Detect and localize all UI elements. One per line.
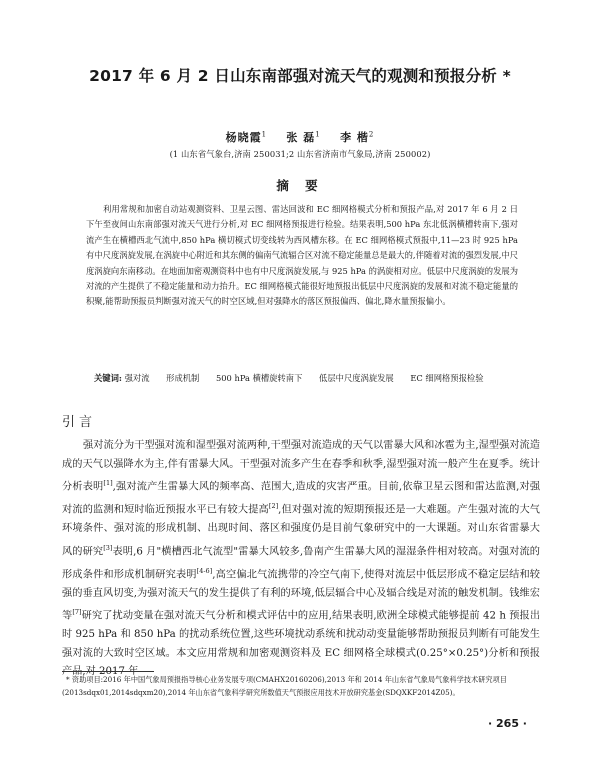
author-mark: 1 [315, 130, 321, 139]
intro-text: 表明,6 月"横槽西北气流型"雷暴大风较多,鲁南产生雷暴大风的湿湿条件相对较高。对强对流的形成条件和形成机制研究表明 [62, 546, 540, 581]
keyword: EC 细网格预报检验 [410, 373, 484, 383]
citation-ref: [1] [103, 479, 113, 488]
paper-title: 2017 年 6 月 2 日山东南部强对流天气的观测和预报分析 * [89, 67, 511, 85]
introduction-paragraph [62, 437, 540, 682]
intro-text: 强对流分为干型强对流和湿型强对流两种,干型强对流造成的天气以雷暴大风和冰雹为主,湿型强对流造成的天气以强降水为主,伴有雷暴大风。干型强对流多产生在春季和秋季,湿型强对流一般产生在夏季。统计分析表明 [62, 440, 540, 493]
author-line [0, 129, 600, 145]
author-name: 李 楷 [340, 131, 369, 144]
citation-ref: [7] [72, 608, 82, 617]
keywords [86, 371, 518, 386]
citation-ref: [2] [268, 502, 279, 511]
abstract-heading: 摘 要 [276, 178, 324, 193]
author-name: 张 磊 [286, 131, 316, 144]
author-mark: 1 [261, 130, 268, 139]
keyword: 形成机制 [166, 373, 200, 383]
citation-ref: [3] [103, 543, 113, 552]
section-heading-introduction: 引言 [62, 415, 97, 430]
affiliation: (1 山东省气象台,济南 250031;2 山东省济南市气象局,济南 250002) [169, 149, 431, 159]
author-mark: 2 [368, 130, 375, 139]
funding-footnote: * 资助项目:2016 年中国气象局预报指导核心业务发展专项(CMAHX20160206),2013 年和 2014 年山东省气象局气象科学技术研究项目(2013sdqx01,2014sdqxm20),2014 年山东省气象科学研究所数值天气预报应用技术开放研究基金(SDQXKF2014Z05)。 [62, 675, 507, 697]
keywords-label: 关键词: [94, 373, 122, 383]
keyword: 低层中尺度涡旋发展 [319, 373, 394, 383]
page-number: · 265 · [488, 717, 527, 730]
author-name: 杨晓霞 [225, 131, 262, 144]
intro-text: 研究了扰动变量在强对流天气分析和模式评估中的应用,结果表明,欧洲全球模式能够提前 42 h 预报出时 925 hPa 和 850 hPa 的扰动系统位置,这些环境扰动系统和扰动动变量能够帮助预报员判断有可能发生强对流的大致时空区域。本文应用常规和加密观测资料及 EC 细网格全球模式(0.25°×0.25°)分析和预报产品,对 2017 年 [62, 610, 541, 678]
intro-text: ,强对流产生雷暴大风的频率高、范围大,造成的灾害严重。目前,依靠卫星云图和雷达监测,对强对流的监测和短时临近预报水平已有较大提高 [62, 481, 541, 516]
footnote-divider [62, 671, 154, 672]
intro-text: ,但对强对流的短期预报还是一大难题。产生强对流的大气环境条件、强对流的形成机制、出现时间、落区和强度仍是目前气象研究中的一大课题。对山东省雷暴大风的研究 [62, 504, 540, 558]
citation-ref: [4-6] [196, 566, 213, 575]
intro-text: ,高空偏北气流携带的冷空气南下,使得对流层中低层形成不稳定层结和较强的垂直风切变,为强对流天气的发生提供了有利的环境,低层辐合中心及辐合线是对流的触发机制。钱维宏等 [62, 569, 540, 622]
keyword: 500 hPa 横槽旋转南下 [216, 373, 303, 383]
abstract-text: 利用常规和加密自动站观测资料、卫星云图、雷达回波和 EC 细网格模式分析和预报产品,对 2017 年 6 月 2 日下午至夜间山东南部强对流天气进行分析,对 EC 细网格预报进行检验。结果表明,500 hPa 东北低涡横槽转南下,强对流产生在横槽西北气流中,850 hPa 横切模式切变线转为西风槽东移。在 EC 细网格模式预报中,11—23 时 925 hPa 有中尺度涡旋发展,在涡旋中心附近和其东侧的偏南气流辐合区对流不稳定能量总是最大的,伴随着对流的强烈发展,中尺度涡旋向东南移动。在地面加密观测资料中也有中尺度涡旋发展,与 925 hPa 的涡旋相对应。低层中尺度涡旋的发展为对流的产生提供了不稳定能量和动力抬升。EC 细网格模式能很好地预报出低层中尺度涡旋的发展和对流不稳定能量的积聚,能帮助预报员判断强对流天气的时空区域,但对强降水的落区预报偏西、偏北,降水量预报偏小。 [86, 204, 518, 307]
keyword: 强对流 [124, 373, 150, 383]
